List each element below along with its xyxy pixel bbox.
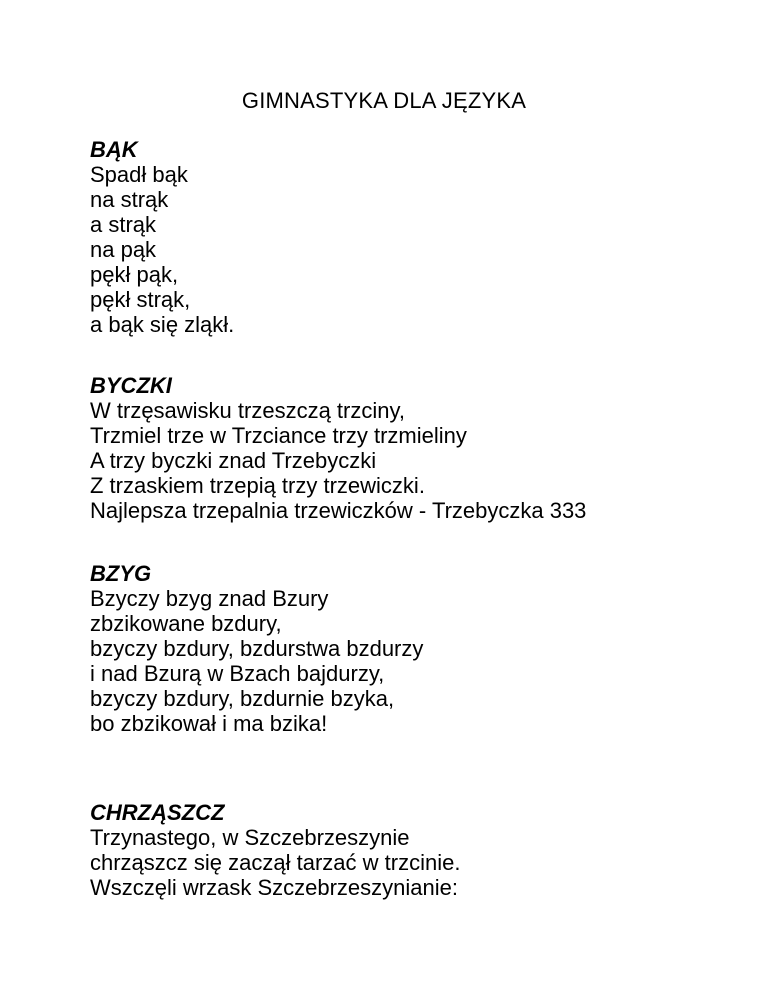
- poem-line: i nad Bzurą w Bzach bajdurzy,: [90, 661, 385, 686]
- poem-line: Bzyczy bzyg znad Bzury: [90, 586, 329, 611]
- poem-chrzaszcz: [90, 800, 730, 900]
- poem-line: a bąk się zląkł.: [90, 312, 235, 337]
- poem-title: BYCZKI: [90, 373, 172, 398]
- poem-line: A trzy byczki znad Trzebyczki: [90, 448, 377, 473]
- poem-line: Trzmiel trze w Trzciance trzy trzmieliny: [90, 423, 467, 448]
- poem-line: Trzynastego, w Szczebrzeszynie: [90, 825, 410, 850]
- poem-title: BZYG: [90, 561, 152, 586]
- poem-byczki: [90, 373, 730, 523]
- poem-bzyg: [90, 561, 730, 736]
- poem-line: na pąk: [90, 237, 157, 262]
- poem-line: Najlepsza trzepalnia trzewiczków - Trzebyczka 333: [90, 498, 587, 523]
- poem-line: chrząszcz się zaczął tarzać w trzcinie.: [90, 850, 461, 875]
- poem-line: bzyczy bzdury, bzdurnie bzyka,: [90, 686, 395, 711]
- poem-line: Wszczęli wrzask Szczebrzeszynianie:: [90, 875, 458, 900]
- poem-line: bzyczy bzdury, bzdurstwa bzdurzy: [90, 636, 424, 661]
- poem-line: W trzęsawisku trzeszczą trzciny,: [90, 398, 405, 423]
- poem-line: a strąk: [90, 212, 157, 237]
- poem-line: Z trzaskiem trzepią trzy trzewiczki.: [90, 473, 425, 498]
- poem-line: pękł pąk,: [90, 262, 179, 287]
- poem-bak: [90, 137, 730, 337]
- document-title: GIMNASTYKA DLA JĘZYKA: [241, 88, 527, 113]
- poem-line: zbzikowane bzdury,: [90, 611, 282, 636]
- poem-line: Spadł bąk: [90, 162, 188, 187]
- poem-line: na strąk: [90, 187, 169, 212]
- poem-title: CHRZĄSZCZ: [90, 800, 225, 825]
- poem-line: pękł strąk,: [90, 287, 191, 312]
- poem-line: bo zbzikował i ma bzika!: [90, 711, 328, 736]
- poem-title: BĄK: [90, 137, 138, 162]
